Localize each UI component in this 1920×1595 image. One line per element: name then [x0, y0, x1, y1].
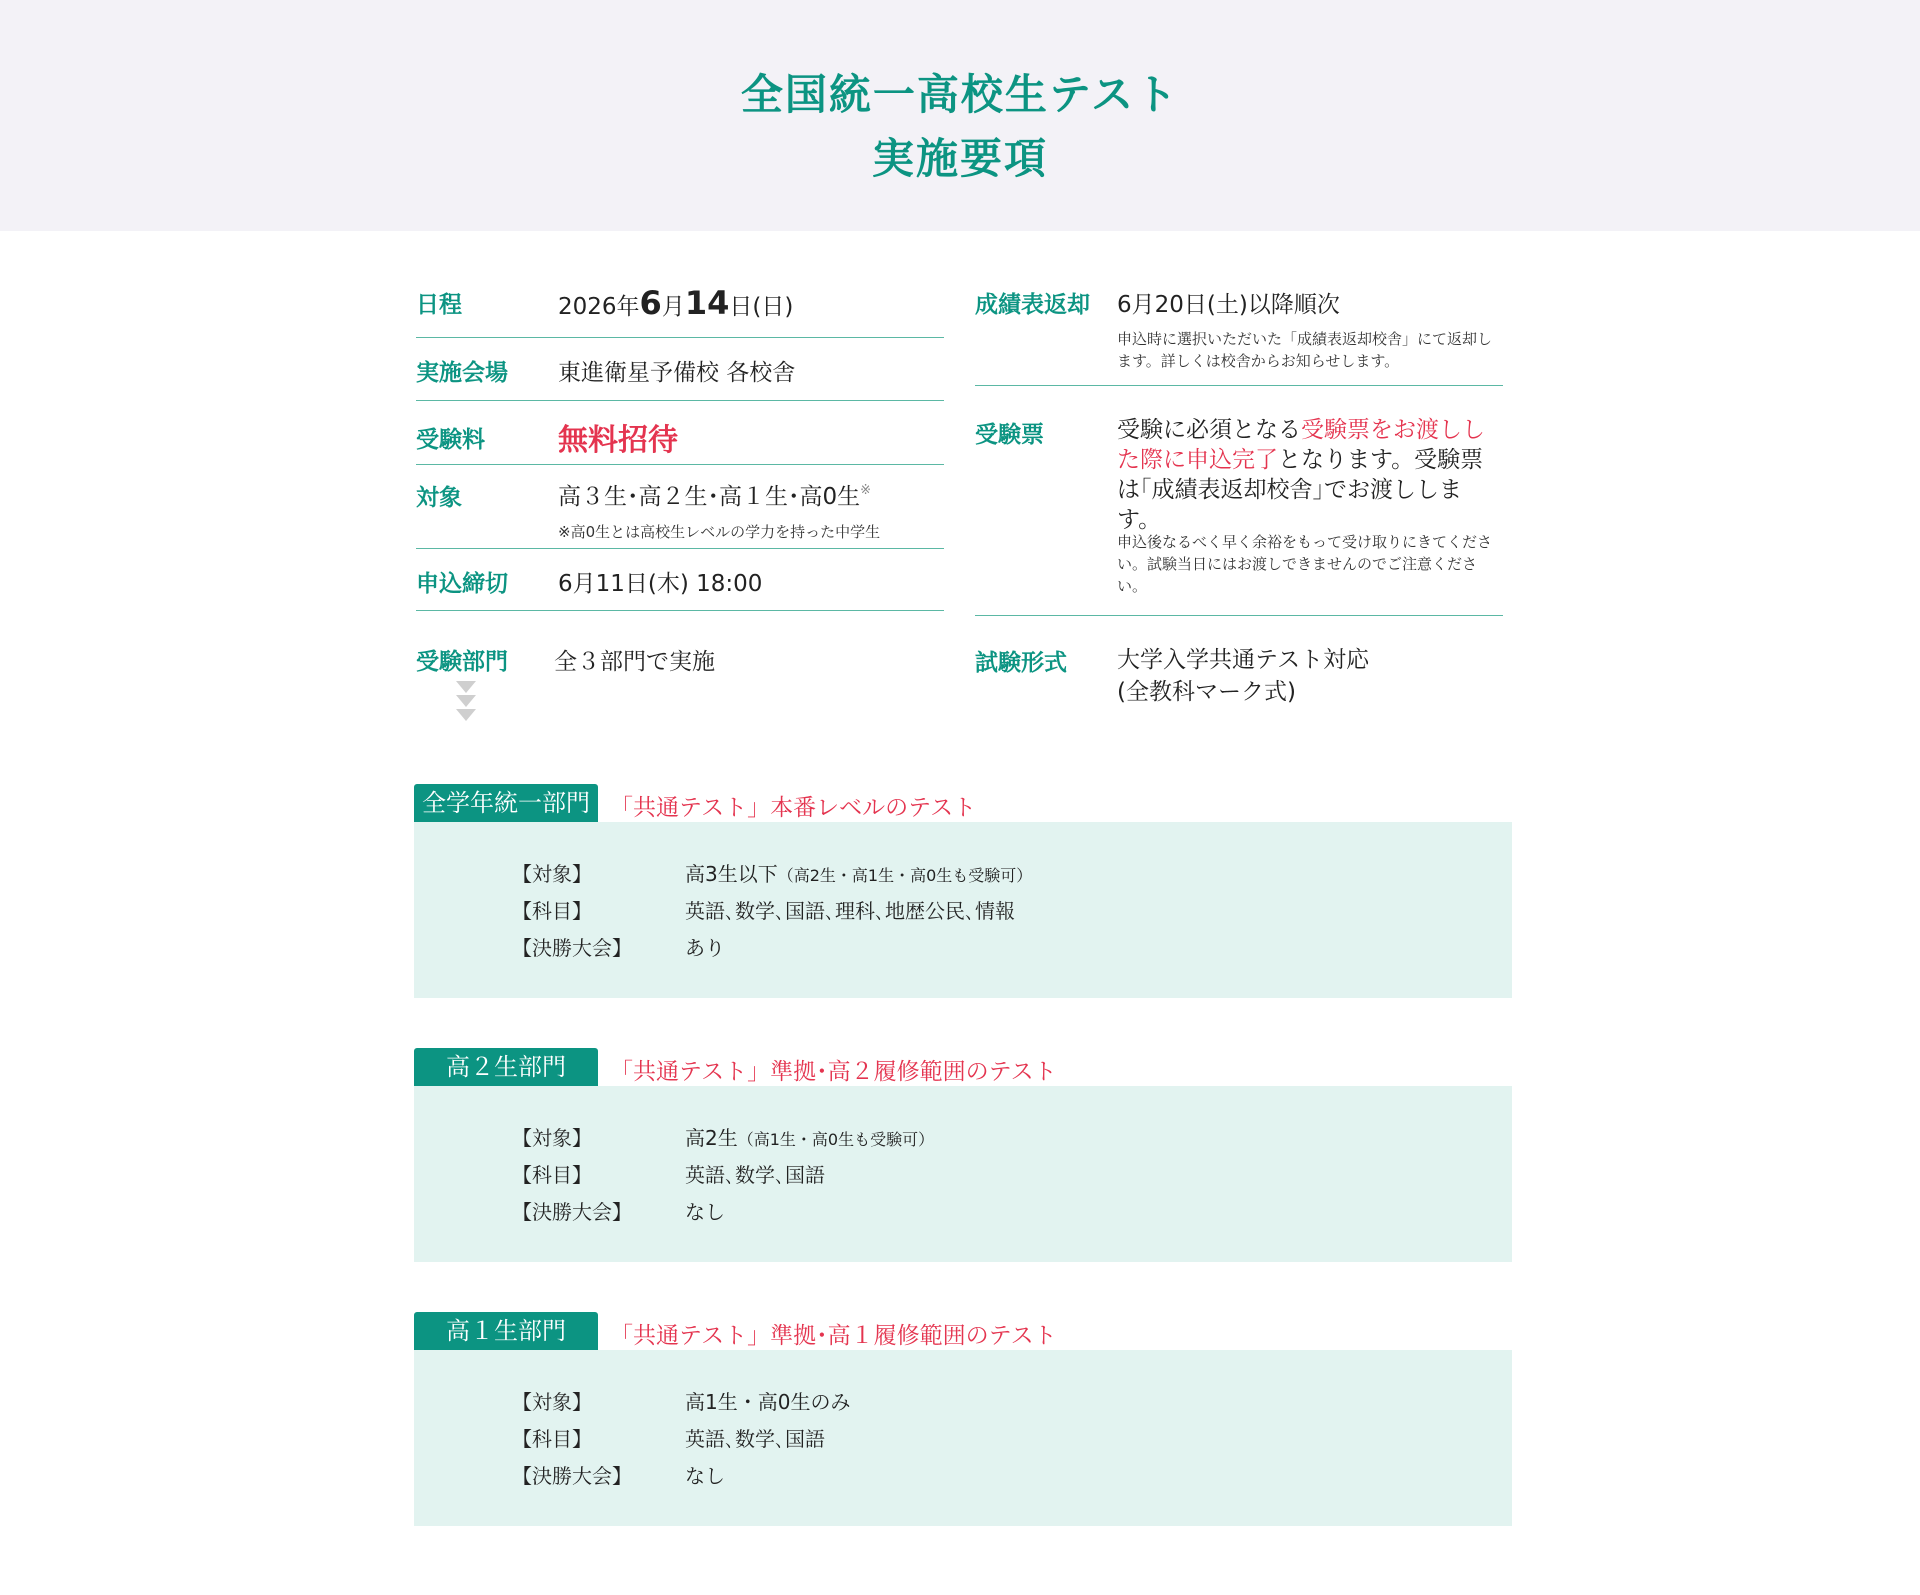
fee-label: 受験料: [416, 427, 485, 453]
fee-row: [416, 401, 944, 465]
department-subtitle: 「共通テスト」本番レベルのテスト: [610, 795, 977, 821]
page-header: [0, 0, 1920, 231]
date-label: 日程: [416, 292, 462, 318]
score-return-row: [975, 268, 1503, 386]
score-return-note: 申込時に選択いただいた「成績表返却校舎」にて返却します。詳しくは校舎からお知らせします。: [1117, 330, 1493, 370]
info-right-column: [975, 268, 1503, 716]
deadline-value: 6月11日(木) 18:00: [558, 571, 763, 597]
venue-label: 実施会場: [416, 360, 508, 386]
departments-row: [416, 611, 944, 741]
format-row: [975, 616, 1503, 716]
ticket-highlight: 受験票をお渡しした際に申込完了: [1117, 417, 1485, 473]
department-details: 【対象】 高1生・高0生のみ 【科目】 英語､数学､国語 【決勝大会】 なし: [414, 1350, 1512, 1526]
chevron-down-icon: [456, 681, 476, 723]
ticket-text: 受験に必須となる受験票をお渡しした際に申込完了となります。受験票は｢成績表返却校舎｣でお渡しします。: [1117, 417, 1485, 533]
score-return-label: 成績表返却: [975, 292, 1090, 318]
department-subtitle: 「共通テスト」準拠･高２履修範囲のテスト: [610, 1059, 1057, 1085]
ticket-row: [975, 386, 1503, 616]
department-tag: 高２生部門: [414, 1048, 598, 1086]
department-details: 【対象】 高3生以下（高2生・高1生・高0生も受験可） 【科目】 英語､数学､国語､理科､地歴公民､情報 【決勝大会】 あり: [414, 822, 1512, 998]
page-title: 全国統一高校生テスト: [740, 70, 1180, 119]
deadline-row: [416, 549, 944, 611]
fee-value: 無料招待: [558, 423, 678, 458]
deadline-label: 申込締切: [416, 571, 508, 597]
score-return-value: 6月20日(土)以降順次: [1117, 292, 1340, 318]
department-details: 【対象】 高2生（高1生・高0生も受験可） 【科目】 英語､数学､国語 【決勝大会】 なし: [414, 1086, 1512, 1262]
departments-value: 全３部門で実施: [554, 649, 715, 675]
department-tag: 高１生部門: [414, 1312, 598, 1350]
date-value: 2026年6月14日(日): [558, 284, 794, 322]
format-label: 試験形式: [975, 650, 1067, 676]
page-subtitle: 実施要項: [871, 134, 1048, 183]
venue-value: 東進衛星予備校 各校舎: [558, 360, 796, 386]
target-value: 高３生･高２生･高１生･高0生※: [558, 483, 872, 510]
info-left-column: [416, 268, 944, 741]
venue-row: [416, 338, 944, 401]
target-row: [416, 465, 944, 549]
department-tag: 全学年統一部門: [414, 784, 598, 822]
ticket-note: 申込後なるべく早く余裕をもって受け取りにきてください。試験当日にはお渡しできませんのでご注意ください。: [1117, 533, 1493, 595]
footnote-mark: ※: [860, 483, 872, 498]
target-label: 対象: [416, 485, 462, 511]
department-subtitle: 「共通テスト」準拠･高１履修範囲のテスト: [610, 1323, 1057, 1349]
departments-label: 受験部門: [416, 649, 508, 675]
target-note: ※高0生とは高校生レベルの学力を持った中学生: [558, 523, 881, 541]
date-row: [416, 268, 944, 338]
ticket-label: 受験票: [975, 422, 1044, 448]
format-value: 大学入学共通テスト対応 (全教科マーク式): [1117, 647, 1370, 705]
